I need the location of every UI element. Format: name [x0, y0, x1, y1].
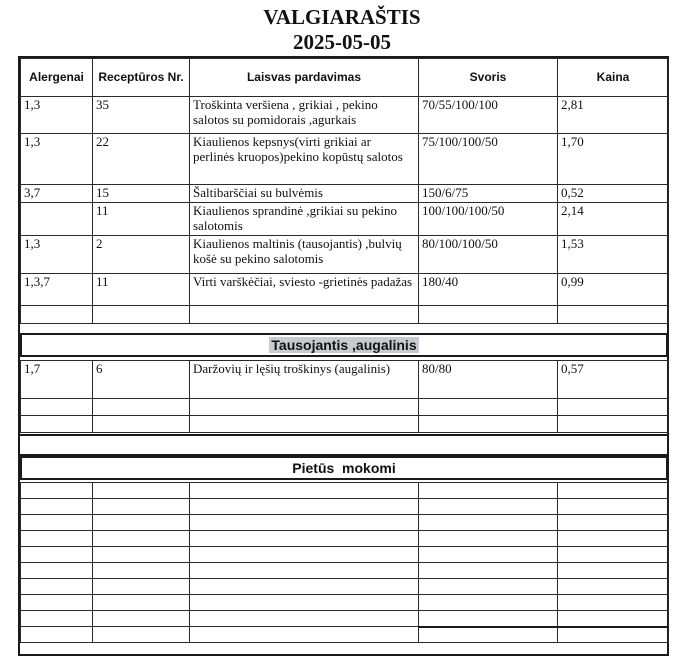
cell-alergenai: 1,3 — [21, 236, 93, 274]
section-title-pietus — [20, 456, 668, 480]
cell-nr: 6 — [93, 361, 190, 399]
grid-cell — [21, 595, 93, 611]
cell-alergenai — [21, 306, 93, 324]
table-row — [21, 563, 669, 579]
cell-name — [190, 306, 419, 324]
grid-cell — [93, 579, 190, 595]
table-row — [21, 531, 669, 547]
cell-name — [190, 399, 419, 416]
cell-svoris — [419, 306, 558, 324]
cell-svoris: 75/100/100/50 — [419, 134, 558, 185]
table-row — [21, 499, 669, 515]
cell-nr: 11 — [93, 203, 190, 236]
grid-cell — [419, 611, 558, 627]
table-row — [21, 595, 669, 611]
table-row — [21, 274, 669, 306]
grid-cell — [190, 515, 419, 531]
cell-kaina: 0,57 — [558, 361, 669, 399]
tausojantis-table — [20, 360, 669, 433]
laisvas-table — [20, 58, 669, 324]
grid-cell — [190, 611, 419, 627]
grid-cell — [558, 547, 669, 563]
cell-svoris: 80/100/100/50 — [419, 236, 558, 274]
cell-svoris: 70/55/100/100 — [419, 97, 558, 134]
table-row — [21, 134, 669, 185]
grid-cell — [419, 579, 558, 595]
grid-cell — [93, 483, 190, 499]
grid-cell — [190, 547, 419, 563]
cell-kaina: 2,81 — [558, 97, 669, 134]
table-row — [21, 515, 669, 531]
grid-cell — [93, 499, 190, 515]
grid-cell — [419, 531, 558, 547]
grid-cell — [93, 627, 190, 643]
grid-cell — [419, 547, 558, 563]
grid-cell — [419, 627, 558, 643]
grid-cell — [21, 579, 93, 595]
grid-cell — [419, 499, 558, 515]
grid-cell — [419, 483, 558, 499]
cell-nr — [93, 399, 190, 416]
cell-name: Kiaulienos maltinis (tausojantis) ,bulvių košė su pekino salotomis — [190, 236, 419, 274]
cell-svoris — [419, 416, 558, 433]
cell-svoris: 150/6/75 — [419, 185, 558, 203]
table-row — [21, 236, 669, 274]
table-row — [21, 579, 669, 595]
grid-cell — [93, 531, 190, 547]
cell-alergenai — [21, 399, 93, 416]
grid-cell — [93, 515, 190, 531]
grid-cell — [93, 611, 190, 627]
grid-cell — [419, 595, 558, 611]
grid-cell — [93, 547, 190, 563]
col-recepturos: Receptūros Nr. — [93, 59, 190, 97]
grid-cell — [190, 595, 419, 611]
cell-nr: 15 — [93, 185, 190, 203]
grid-cell — [419, 515, 558, 531]
grid-cell — [558, 499, 669, 515]
cell-nr: 35 — [93, 97, 190, 134]
cell-name: Virti varškėčiai, sviesto -grietinės padažas — [190, 274, 419, 306]
cell-nr — [93, 416, 190, 433]
col-laisvas: Laisvas pardavimas — [190, 59, 419, 97]
table-row — [21, 627, 669, 643]
section-title-text: Pietūs mokomi — [292, 460, 396, 476]
grid-cell — [558, 627, 669, 643]
col-svoris: Svoris — [419, 59, 558, 97]
section-title-text: Tausojantis ,augalinis — [271, 337, 417, 353]
col-kaina: Kaina — [558, 59, 669, 97]
cell-svoris: 100/100/100/50 — [419, 203, 558, 236]
grid-cell — [558, 531, 669, 547]
grid-cell — [21, 547, 93, 563]
cell-name: Daržovių ir lęšių troškinys (augalinis) — [190, 361, 419, 399]
cell-kaina — [558, 399, 669, 416]
grid-cell — [21, 563, 93, 579]
table-row — [21, 97, 669, 134]
grid-cell — [21, 627, 93, 643]
table-row — [21, 483, 669, 499]
grid-cell — [558, 563, 669, 579]
cell-svoris — [419, 399, 558, 416]
cell-alergenai: 1,3,7 — [21, 274, 93, 306]
grid-cell — [558, 595, 669, 611]
cell-nr: 22 — [93, 134, 190, 185]
cell-name — [190, 416, 419, 433]
section-separator — [20, 434, 668, 456]
table-row — [21, 203, 669, 236]
table-row — [21, 306, 669, 324]
header-row — [21, 59, 669, 97]
cell-name: Kiaulienos kepsnys(virti grikiai ar perlinės kruopos)pekino kopūstų salotos — [190, 134, 419, 185]
grid-cell — [93, 563, 190, 579]
table-row — [21, 416, 669, 433]
grid-cell — [558, 611, 669, 627]
grid-cell — [21, 499, 93, 515]
table-row — [21, 399, 669, 416]
cell-name: Šaltibarščiai su bulvėmis — [190, 185, 419, 203]
grid-cell — [190, 531, 419, 547]
cell-kaina: 2,14 — [558, 203, 669, 236]
grid-cell — [93, 595, 190, 611]
menu-date: 2025-05-05 — [293, 30, 391, 54]
grid-cell — [558, 515, 669, 531]
pietus-table — [20, 482, 669, 643]
grid-cell — [190, 483, 419, 499]
grid-cell — [21, 515, 93, 531]
grid-cell — [21, 483, 93, 499]
grid-cell — [190, 499, 419, 515]
cell-kaina: 1,53 — [558, 236, 669, 274]
cell-svoris: 80/80 — [419, 361, 558, 399]
grid-cell — [190, 563, 419, 579]
cell-alergenai: 1,3 — [21, 97, 93, 134]
table-row — [21, 185, 669, 203]
cell-kaina: 0,99 — [558, 274, 669, 306]
grid-cell — [190, 579, 419, 595]
cell-alergenai — [21, 203, 93, 236]
cell-kaina — [558, 416, 669, 433]
grid-cell — [21, 531, 93, 547]
cell-kaina: 1,70 — [558, 134, 669, 185]
cell-kaina: 0,52 — [558, 185, 669, 203]
table-row — [21, 611, 669, 627]
col-alergenai: Alergenai — [21, 59, 93, 97]
cell-nr: 11 — [93, 274, 190, 306]
cell-name: Troškinta veršiena , grikiai , pekino salotos su pomidorais ,agurkais — [190, 97, 419, 134]
cell-alergenai — [21, 416, 93, 433]
cell-alergenai: 1,3 — [21, 134, 93, 185]
table-row — [21, 547, 669, 563]
menu-title: VALGIARAŠTIS — [263, 5, 421, 29]
table-row — [21, 361, 669, 399]
grid-cell — [419, 563, 558, 579]
cell-nr — [93, 306, 190, 324]
grid-cell — [21, 611, 93, 627]
cell-alergenai: 3,7 — [21, 185, 93, 203]
cell-nr: 2 — [93, 236, 190, 274]
section-title-tausojantis — [20, 333, 668, 357]
cell-kaina — [558, 306, 669, 324]
grid-cell — [190, 627, 419, 643]
grid-cell — [558, 483, 669, 499]
grid-cell — [558, 579, 669, 595]
cell-name: Kiaulienos sprandinė ,grikiai su pekino salotomis — [190, 203, 419, 236]
cell-svoris: 180/40 — [419, 274, 558, 306]
cell-alergenai: 1,7 — [21, 361, 93, 399]
